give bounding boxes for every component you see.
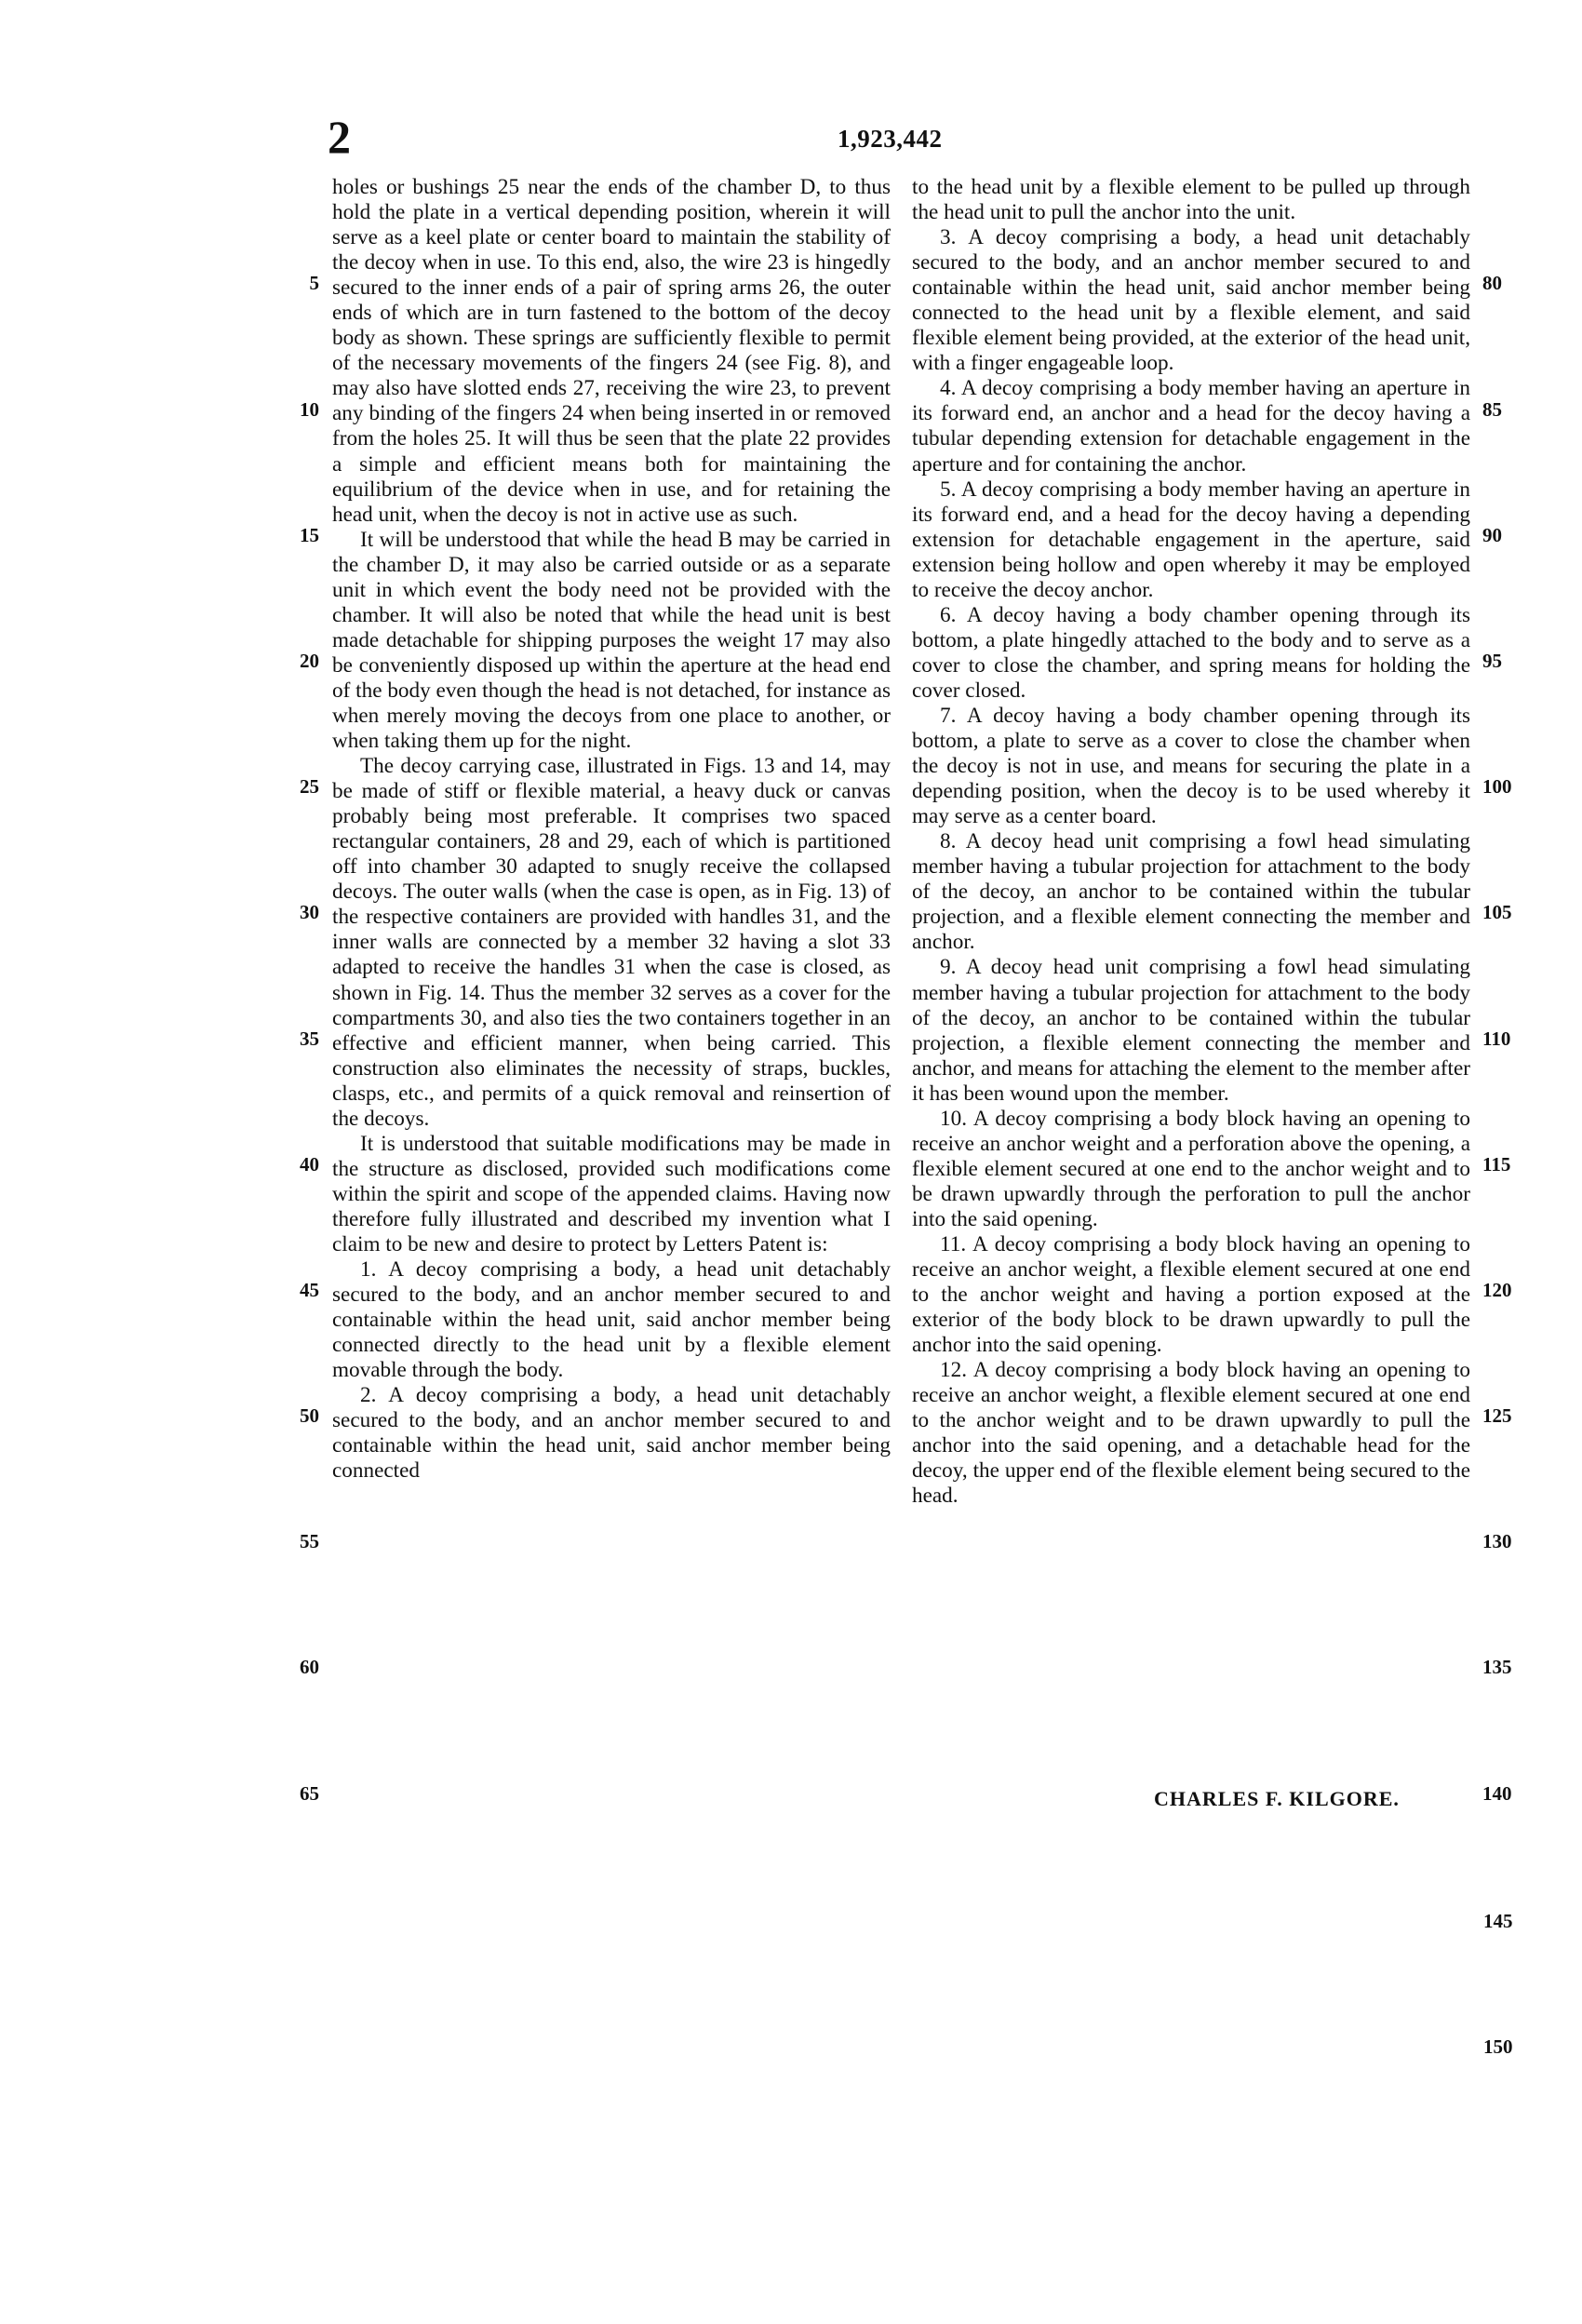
- line-number: 45: [300, 1279, 319, 1301]
- paragraph: holes or bushings 25 near the ends of the chamber D, to thus hold the plate in a vertical depending position, wherein it will serve as a keel plate or center board to maintain the stability of the decoy when in use. To this end, also, the wire 23 is hingedly secured to the inner ends of a pair of spring arms 26, the outer ends of which are in turn fastened to the bottom of the decoy body as shown. These springs are sufficiently flexible to permit of the necessary movements of the fingers 24 (see Fig. 8), and may also have slotted ends 27, receiving the wire 23, to prevent any binding of the fingers 24 when being inserted in or removed from the holes 25. It will thus be seen that the plate 22 provides a simple and efficient means both for maintaining the equilibrium of the device when in use, and for retaining the head unit, when the decoy is not in active use as such.: [332, 175, 891, 527]
- claim-3: 3. A decoy comprising a body, a head unit detachably secured to the body, and an anchor member secured to and containable within the head unit, said anchor member being connected to the head unit by a flexible element, and said flexible element being provided, at the exterior of the head unit, with a finger engageable loop.: [912, 225, 1470, 376]
- page-number: 2: [328, 111, 351, 163]
- line-number: 145: [1483, 1910, 1513, 1932]
- line-number: 130: [1482, 1530, 1512, 1552]
- right-column: [912, 175, 1470, 1509]
- line-number: 10: [300, 398, 319, 421]
- line-number: 95: [1482, 650, 1502, 672]
- line-number: 55: [300, 1530, 319, 1552]
- claim-4: 4. A decoy comprising a body member having an aperture in its forward end, an anchor and a head for the decoy having a tubular depending extension for detachable engagement in the aperture and for containing the anchor.: [912, 376, 1470, 477]
- paragraph: It will be understood that while the head B may be carried in the chamber D, it may also be carried outside or as a separate unit in which event the body need not be provided with the chamber. It will also be noted that while the head unit is best made detachable for shipping purposes the weight 17 may also be conveniently disposed up within the aperture at the head end of the body even though the head is not detached, for instance as when merely moving the decoys from one place to another, or when taking them up for the night.: [332, 527, 891, 754]
- claim-5: 5. A decoy comprising a body member having an aperture in its forward end, and a head for the decoy having a depending extension for detachable engagement in the aperture, said extension being hollow and open whereby it may be employed to receive the decoy anchor.: [912, 477, 1470, 602]
- claim-12: 12. A decoy comprising a body block having an opening to receive an anchor weight, a flexible element secured at one end to the anchor weight and to be drawn upwardly to pull the anchor into the said opening, and a detachable head for the decoy, the upper end of the flexible element being secured to the head.: [912, 1358, 1470, 1509]
- line-number: 125: [1482, 1404, 1512, 1427]
- line-number: 80: [1482, 272, 1502, 294]
- line-number: 65: [300, 1782, 319, 1805]
- claim-6: 6. A decoy having a body chamber opening through its bottom, a plate hingedly attached to the body and to serve as a cover to close the chamber, and spring means for holding the cover closed.: [912, 602, 1470, 703]
- line-number: 50: [300, 1404, 319, 1427]
- claim-9: 9. A decoy head unit comprising a fowl head simulating member having a tubular projection for attachment to the body of the decoy, an anchor to be contained within the tubular projection, a flexible element connecting the member and anchor, and means for attaching the element to the member after it has been wound upon the member.: [912, 955, 1470, 1106]
- line-number: 135: [1482, 1656, 1512, 1678]
- line-number: 90: [1482, 524, 1502, 546]
- line-number: 85: [1482, 398, 1502, 421]
- inventor-signature: CHARLES F. KILGORE.: [1154, 1787, 1400, 1810]
- line-number: 35: [300, 1028, 319, 1050]
- line-number: 110: [1482, 1028, 1511, 1050]
- line-number: 25: [300, 775, 319, 798]
- line-number: 100: [1482, 775, 1512, 798]
- line-number: 20: [300, 650, 319, 672]
- line-number: 5: [309, 272, 319, 294]
- claim-11: 11. A decoy comprising a body block having an opening to receive an anchor weight, a flexible element secured at one end to the anchor weight and having a portion exposed at the exterior of the body block to be drawn upwardly to pull the anchor into the said opening.: [912, 1231, 1470, 1358]
- line-number: 60: [300, 1656, 319, 1678]
- claim-8: 8. A decoy head unit comprising a fowl head simulating member having a tubular projection for attachment to the body of the decoy, an anchor to be contained within the tubular projection, and a flexible element connecting the member and anchor.: [912, 829, 1470, 955]
- claim-7: 7. A decoy having a body chamber opening through its bottom, a plate to serve as a cover to close the chamber when the decoy is not in use, and means for securing the plate in a depending position, when the decoy is to be used whereby it may serve as a center board.: [912, 703, 1470, 829]
- claim-10: 10. A decoy comprising a body block having an opening to receive an anchor weight and a perforation above the opening, a flexible element secured at one end to the anchor weight and to be drawn upwardly through the perforation to pull the anchor into the said opening.: [912, 1106, 1470, 1231]
- line-number: 30: [300, 901, 319, 923]
- left-column: [332, 175, 891, 1484]
- line-number: 120: [1482, 1279, 1512, 1301]
- paragraph: The decoy carrying case, illustrated in Figs. 13 and 14, may be made of stiff or flexible material, a heavy duck or canvas probably being most preferable. It comprises two spaced rectangular containers, 28 and 29, each of which is partitioned off into chamber 30 adapted to snugly receive the collapsed decoys. The outer walls (when the case is open, as in Fig. 13) of the respective containers are provided with handles 31, and the inner walls are connected by a member 32 having a slot 33 adapted to receive the handles 31 when the case is closed, as shown in Fig. 14. Thus the member 32 serves as a cover for the compartments 30, and also ties the two containers together in an effective and efficient manner, when being carried. This construction also eliminates the necessity of straps, buckles, clasps, etc., and permits of a quick removal and reinsertion of the decoys.: [332, 754, 891, 1131]
- claim-1: 1. A decoy comprising a body, a head unit detachably secured to the body, and an anchor member secured to and containable within the head unit, said anchor member being connected directly to the head unit by a flexible element movable through the body.: [332, 1257, 891, 1383]
- patent-number: 1,923,442: [838, 125, 943, 153]
- claim-2: 2. A decoy comprising a body, a head unit detachably secured to the body, and an anchor member secured to and containable within the head unit, said anchor member being connected: [332, 1383, 891, 1484]
- line-number: 115: [1482, 1153, 1511, 1175]
- paragraph: to the head unit by a flexible element to be pulled up through the head unit to pull the anchor into the unit.: [912, 175, 1470, 225]
- paragraph: It is understood that suitable modifications may be made in the structure as disclosed, provided such modifications come within the spirit and scope of the appended claims. Having now therefore fully illustrated and described my invention what I claim to be new and desire to protect by Letters Patent is:: [332, 1131, 891, 1256]
- line-number: 40: [300, 1153, 319, 1175]
- line-number: 140: [1482, 1782, 1512, 1805]
- line-number: 150: [1483, 2035, 1513, 2058]
- line-number: 105: [1482, 901, 1512, 923]
- line-number: 15: [300, 524, 319, 546]
